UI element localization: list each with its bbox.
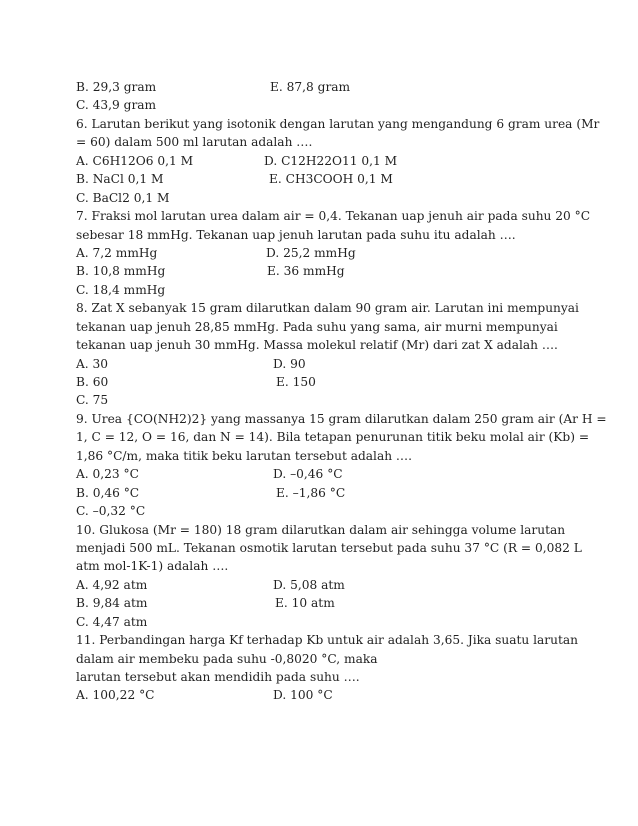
text-line: 1, C = 12, O = 16, dan N = 14). Bila tetapan penurunan titik beku molal air (Kb) = bbox=[76, 430, 590, 445]
text-line: C. BaCl2 0,1 M bbox=[76, 190, 170, 205]
text-line: 1,86 °C/m, maka titik beku larutan tersebut adalah …. bbox=[76, 448, 412, 463]
answer-option-row bbox=[76, 686, 576, 704]
answer-option-left: A. 30 bbox=[76, 356, 109, 371]
answer-option-right: E. 87,8 gram bbox=[270, 80, 351, 94]
text-line: C. 75 bbox=[76, 393, 109, 408]
answer-option-left: B. 60 bbox=[76, 375, 109, 389]
text-line: 9. Urea {CO(NH2)2} yang massanya 15 gram dilarutkan dalam 250 gram air (Ar H = bbox=[76, 411, 607, 426]
answer-option-right: E. CH3COOH 0,1 M bbox=[269, 172, 393, 187]
answer-option-left: A. 100,22 °C bbox=[76, 688, 155, 703]
text-line: = 60) dalam 500 ml larutan adalah …. bbox=[76, 135, 313, 150]
answer-option-row bbox=[76, 262, 576, 280]
answer-option-left: A. 0,23 °C bbox=[76, 467, 139, 482]
text-line: tekanan uap jenuh 28,85 mmHg. Pada suhu yang sama, air murni mempunyai bbox=[76, 319, 558, 334]
text-line: C. 4,47 atm bbox=[76, 614, 148, 629]
answer-option-row bbox=[76, 355, 576, 373]
answer-option-right: E. 36 mmHg bbox=[267, 264, 345, 279]
answer-option-right: E. –1,86 °C bbox=[276, 485, 346, 500]
answer-option-row bbox=[76, 373, 576, 391]
answer-option-right: D. 25,2 mmHg bbox=[266, 245, 356, 260]
text-line: sebesar 18 mmHg. Tekanan uap jenuh larutan pada suhu itu adalah …. bbox=[76, 227, 516, 242]
answer-option-row bbox=[76, 465, 576, 483]
answer-option-row bbox=[76, 244, 576, 262]
text-line: C. –0,32 °C bbox=[76, 504, 146, 519]
text-line: C. 18,4 mmHg bbox=[76, 282, 166, 297]
answer-option-left: B. 0,46 °C bbox=[76, 485, 140, 500]
text-line: 11. Perbandingan harga Kf terhadap Kb untuk air adalah 3,65. Jika suatu larutan bbox=[76, 633, 578, 648]
text-line: 6. Larutan berikut yang isotonik dengan larutan yang mengandung 6 gram urea (Mr bbox=[76, 116, 600, 131]
answer-option-row bbox=[76, 152, 576, 170]
text-line: tekanan uap jenuh 30 mmHg. Massa molekul relatif (Mr) dari zat X adalah …. bbox=[76, 338, 558, 353]
text-line: dalam air membeku pada suhu -0,8020 °C, maka bbox=[76, 651, 378, 666]
answer-option-left: A. 7,2 mmHg bbox=[76, 245, 158, 260]
text-line: 10. Glukosa (Mr = 180) 18 gram dilarutkan dalam air sehingga volume larutan bbox=[76, 522, 566, 537]
answer-option-row bbox=[76, 170, 576, 188]
answer-option-row bbox=[76, 78, 576, 96]
answer-option-left: B. 29,3 gram bbox=[76, 80, 157, 94]
answer-option-left: B. 9,84 atm bbox=[76, 596, 148, 611]
answer-option-right: E. 150 bbox=[276, 375, 316, 389]
text-line: atm mol-1K-1) adalah …. bbox=[76, 559, 229, 574]
answer-option-right: D. 100 °C bbox=[273, 688, 333, 703]
answer-option-row bbox=[76, 576, 576, 594]
answer-option-left: B. NaCl 0,1 M bbox=[76, 172, 164, 187]
answer-option-right: D. 90 bbox=[273, 356, 306, 371]
answer-option-left: A. C6H12O6 0,1 M bbox=[76, 153, 194, 168]
answer-option-right: E. 10 atm bbox=[275, 596, 335, 611]
text-line: larutan tersebut akan mendidih pada suhu …. bbox=[76, 670, 360, 684]
answer-option-right: D. 5,08 atm bbox=[273, 577, 345, 592]
answer-option-left: B. 10,8 mmHg bbox=[76, 264, 166, 279]
text-line: 8. Zat X sebanyak 15 gram dilarutkan dalam 90 gram air. Larutan ini mempunyai bbox=[76, 301, 579, 316]
text-line: menjadi 500 mL. Tekanan osmotik larutan tersebut pada suhu 37 °C (R = 0,082 L bbox=[76, 540, 582, 555]
answer-option-left: A. 4,92 atm bbox=[76, 577, 148, 592]
answer-option-right: D. C12H22O11 0,1 M bbox=[264, 153, 398, 168]
answer-option-row bbox=[76, 594, 576, 612]
text-line: 7. Fraksi mol larutan urea dalam air = 0,4. Tekanan uap jenuh air pada suhu 20 °C bbox=[76, 209, 591, 224]
answer-option-right: D. –0,46 °C bbox=[273, 467, 343, 482]
answer-option-row bbox=[76, 484, 576, 502]
document-text bbox=[76, 78, 607, 705]
text-line: C. 43,9 gram bbox=[76, 98, 157, 113]
